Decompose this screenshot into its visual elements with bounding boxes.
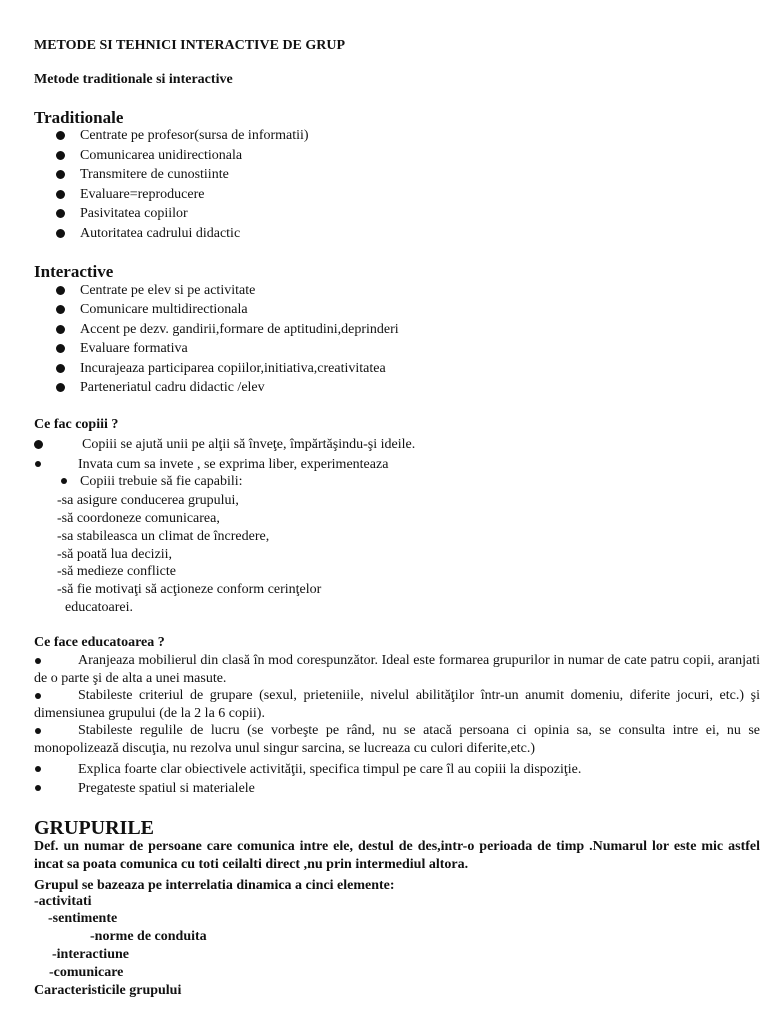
element-item: -comunicare — [49, 965, 124, 980]
sub-item: -sa asigure conducerea grupului, — [57, 493, 239, 508]
bullet-icon — [56, 383, 65, 392]
bullet-icon — [61, 478, 67, 484]
list-item — [34, 687, 760, 722]
bullet-icon — [56, 151, 65, 160]
bullet-icon — [56, 131, 65, 140]
bullet-icon — [35, 461, 41, 467]
grupurile-basis: Grupul se bazeaza pe interrelatia dinamica a cinci elemente: — [34, 878, 395, 893]
element-item: -activitati — [34, 894, 92, 909]
bullet-icon — [56, 286, 65, 295]
list-item-text: Stabileste regulile de lucru (se vorbeşte pe rând, nu se atacă persoana ci opinia sa, se consulta intre ei, nu se monopolizează discuţia, nu rezolva unul singur sarcina, se lucreaza cu culori diferite,etc.) — [34, 723, 760, 756]
list-item: Explica foarte clar obiectivele activităţii, specifica timpul pe care îl au copiii la dispoziţie. — [78, 762, 582, 777]
sub-item: -sa stabileasca un climat de încredere, — [57, 529, 270, 544]
list-item: Evaluare formativa — [80, 341, 188, 356]
bullet-icon — [56, 325, 65, 334]
grupurile-definition: Def. un numar de persoane care comunica intre ele, destul de des,intr-o perioada de timp .Numarul lor este mic astfel incat sa poata comunica cu toti ceilalti direct ,nu prin intermediul altora. — [34, 839, 760, 872]
list-item: Comunicarea unidirectionala — [80, 148, 243, 163]
element-item: -interactiune — [52, 947, 129, 962]
interactive-heading: Interactive — [34, 262, 114, 281]
sub-item: educatoarei. — [65, 600, 134, 615]
grupurile-footer: Caracteristicile grupului — [34, 983, 182, 998]
list-item: Comunicare multidirectionala — [80, 302, 248, 317]
sub-item: -să medieze conflicte — [57, 564, 176, 579]
bullet-icon — [56, 364, 65, 373]
sub-item: -să coordoneze comunicarea, — [57, 511, 220, 526]
list-item: Pasivitatea copiilor — [80, 206, 188, 221]
element-item: -sentimente — [48, 911, 118, 926]
bullet-icon — [35, 766, 41, 772]
sub-item: -să poată lua decizii, — [57, 547, 173, 562]
educatoare-heading: Ce face educatoarea ? — [34, 635, 165, 650]
traditionale-heading: Traditionale — [34, 108, 124, 127]
list-item-text: Aranjeaza mobilierul din clasă în mod corespunzător. Ideal este formarea grupurilor in numar de cate patru copii, aranjati de o parte şi de alta a unei masute. — [34, 653, 760, 686]
list-item: Accent pe dezv. gandirii,formare de aptitudini,deprinderi — [80, 322, 399, 337]
list-item: Invata cum sa invete , se exprima liber, experimenteaza — [78, 457, 389, 472]
bullet-icon — [56, 170, 65, 179]
bullet-icon — [34, 440, 43, 449]
list-item: Pregateste spatiul si materialele — [78, 781, 255, 796]
list-item: Copiii se ajută unii pe alţii să înveţe, împărtăşindu-şi ideile. — [82, 437, 416, 452]
bullet-icon — [56, 305, 65, 314]
bullet-icon — [56, 190, 65, 199]
element-item: -norme de conduita — [90, 929, 207, 944]
bullet-icon — [35, 785, 41, 791]
list-item-text: Stabileste criteriul de grupare (sexul, prieteniile, nivelul abilităţilor într-un anumit domeniu, diferite jocuri, etc.) şi dimensiunea grupului (de la 2 la 6 copii). — [34, 688, 760, 721]
bullet-icon — [56, 344, 65, 353]
document-subtitle: Metode traditionale si interactive — [34, 72, 233, 87]
bullet-icon — [56, 229, 65, 238]
grupurile-heading: GRUPURILE — [34, 817, 155, 839]
list-item: Incurajeaza participarea copiilor,initiativa,creativitatea — [80, 361, 386, 376]
list-item: Centrate pe profesor(sursa de informatii) — [80, 128, 309, 143]
list-item: Autoritatea cadrului didactic — [80, 226, 241, 241]
document-title: METODE SI TEHNICI INTERACTIVE DE GRUP — [34, 38, 346, 53]
list-item — [34, 652, 760, 687]
list-item — [34, 722, 760, 757]
list-item: Copiii trebuie să fie capabili: — [80, 474, 243, 489]
list-item: Evaluare=reproducere — [80, 187, 205, 202]
list-item: Centrate pe elev si pe activitate — [80, 283, 256, 298]
sub-item: -să fie motivaţi să acţioneze conform cerinţelor — [57, 582, 322, 597]
bullet-icon — [56, 209, 65, 218]
list-item: Parteneriatul cadru didactic /elev — [80, 380, 265, 395]
copii-heading: Ce fac copiii ? — [34, 417, 119, 432]
list-item: Transmitere de cunostiinte — [80, 167, 229, 182]
